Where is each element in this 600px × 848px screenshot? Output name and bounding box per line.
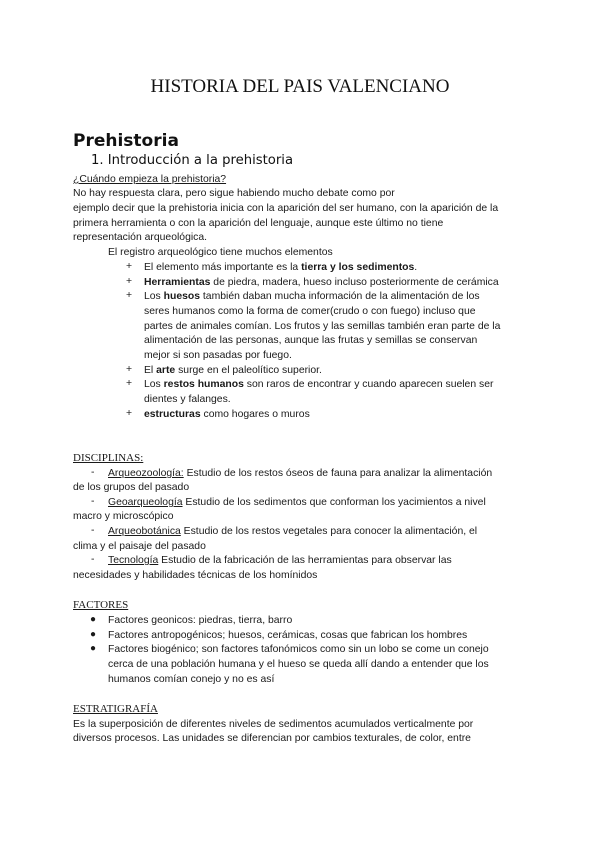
list-item: estructuras como hogares o muros	[144, 409, 310, 420]
dot-bullet-icon: ●	[90, 629, 97, 640]
subsection-heading: 1. Introducción a la prehistoria	[91, 153, 294, 168]
list-item: El elemento más importante es la tierra y los sedimentos.	[144, 262, 418, 273]
list-item: Arqueozoología: Estudio de los restos óseos de fauna para analizar la alimentación	[108, 468, 493, 479]
list-item: Los huesos también daban mucha información de la alimentación de los	[144, 291, 480, 302]
factores-heading: FACTORES	[73, 599, 129, 611]
list-item: Geoarqueología Estudio de los sedimentos que conforman los yacimientos a nivel	[108, 497, 486, 508]
list-item: Factores biogénico; son factores tafonómicos como sin un lobo se come un conejo	[108, 644, 489, 655]
list-item: Tecnología Estudio de la fabricación de las herramientas para observar las	[108, 555, 452, 566]
list-item: Herramientas de piedra, madera, hueso incluso posteriormente de cerámica	[144, 277, 499, 288]
list-item-continuation: seres humanos como la forma de comer(crudo o con fuego) incluso que	[144, 306, 476, 317]
list-item: El arte surge en el paleolítico superior.	[144, 365, 322, 376]
paragraph-line: diversos procesos. Las unidades se diferencian por cambios texturales, de color, entre	[73, 733, 471, 744]
estratigrafia-heading: ESTRATIGRAFÍA	[73, 703, 158, 715]
disciplinas-heading: DISCIPLINAS:	[73, 452, 144, 464]
dash-bullet-icon: -	[91, 467, 95, 478]
question-text: ¿Cuándo empieza la prehistoria?	[73, 174, 227, 185]
list-item-continuation: humanos comían conejo y no es así	[108, 674, 275, 685]
plus-bullet-icon: +	[126, 408, 133, 419]
plus-bullet-icon: +	[126, 378, 133, 389]
intro-line: No hay respuesta clara, pero sigue habiendo mucho debate como por	[73, 188, 395, 199]
document-title: HISTORIA DEL PAIS VALENCIANO	[150, 76, 450, 97]
list-item-continuation: mejor si son pasadas por fuego.	[144, 350, 292, 361]
list-item: Arqueobotánica Estudio de los restos vegetales para conocer la alimentación, el	[108, 526, 478, 537]
intro-line: representación arqueológica.	[73, 232, 208, 243]
paragraph-line: Es la superposición de diferentes niveles de sedimentos acumulados verticalmente por	[73, 719, 474, 730]
plus-bullet-icon: +	[126, 261, 133, 272]
list-item-continuation: partes de animales comían. Los frutos y las semillas también eran parte de la	[144, 321, 501, 332]
list-item: Factores antropogénicos; huesos, cerámicas, cosas que fabrican los hombres	[108, 630, 468, 641]
dash-bullet-icon: -	[91, 554, 95, 565]
list-item-continuation: dientes y falanges.	[144, 394, 231, 405]
plus-bullet-icon: +	[126, 290, 133, 301]
section-heading: Prehistoria	[73, 131, 179, 151]
list-item-continuation: macro y microscópico	[73, 511, 174, 522]
dash-bullet-icon: -	[91, 525, 95, 536]
list-item-continuation: cerca de una población humana y el hueso se queda allí dando a entender que los	[108, 659, 489, 670]
list-item-continuation: de los grupos del pasado	[73, 482, 190, 493]
list-item-continuation: necesidades y habilidades técnicas de los homínidos	[73, 570, 318, 581]
registro-intro: El registro arqueológico tiene muchos elementos	[108, 247, 333, 258]
list-item: Factores geonicos: piedras, tierra, barro	[108, 615, 293, 626]
dot-bullet-icon: ●	[90, 614, 97, 625]
plus-bullet-icon: +	[126, 364, 133, 375]
dash-bullet-icon: -	[91, 496, 95, 507]
list-item: Los restos humanos son raros de encontrar y cuando aparecen suelen ser	[144, 379, 494, 390]
list-item-continuation: alimentación de las personas, aunque las frutas y semillas se conservan	[144, 335, 478, 346]
dot-bullet-icon: ●	[90, 643, 97, 654]
plus-bullet-icon: +	[126, 276, 133, 287]
intro-line: primera herramienta o con la aparición del lenguaje, aunque este último no tiene	[73, 218, 444, 229]
list-item-continuation: clima y el paisaje del pasado	[73, 541, 206, 552]
intro-line: ejemplo decir que la prehistoria inicia con la aparición del ser humano, con la aparición de la	[73, 203, 499, 214]
